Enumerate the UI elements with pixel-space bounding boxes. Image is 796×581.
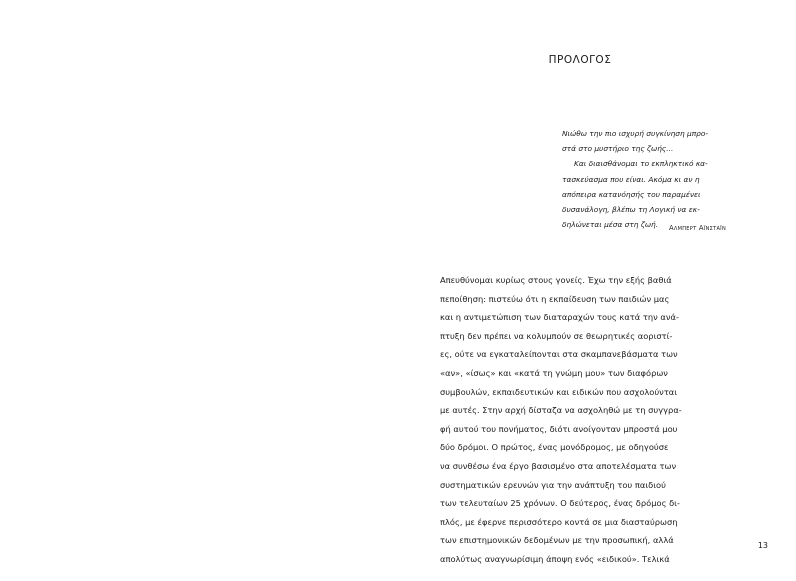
body-line: πτυξη δεν πρέπει να κολυμπούν σε θεωρητικές αοριστί- [440,330,673,341]
body-line: φή αυτού του πονήματος, διότι ανοίγονταν μπροστά μου [440,423,678,434]
chapter-title: ΠΡΟΛΟΓΟΣ [548,54,612,66]
epigraph [562,126,726,232]
body-line: Απευθύνομαι κυρίως στους γονείς. Έχω την εξής βαθιά [440,275,672,285]
body-line: συμβουλών, εκπαιδευτικών και ειδικών που ασχολούνται [440,386,678,397]
body-line: των επιστημονικών δεδομένων με την προσωπική, αλλά [440,535,674,546]
body-line: να συνθέσω ένα έργο βασισμένο στα αποτελέσματα των [440,460,677,471]
epigraph-line: Νιώθω την πιο ισχυρή συγκίνηση μπρο- [562,129,709,138]
epigraph-line: δυσανάλογη, βλέπω τη Λογική να εκ- [562,205,700,215]
body-line: συστηματικών ερευνών για την ανάπτυξη του παιδιού [440,479,666,490]
body-paragraph [440,271,726,569]
epigraph-line: απόπειρα κατανόησής του παραμένει [562,189,701,199]
body-line: με αυτές. Στην αρχή δίσταζα να ασχοληθώ με τη συγγρα- [440,405,682,416]
body-line: απολύτως αναγνωρίσιμη άποψη ενός «ειδικού». Τελικά [440,553,670,564]
epigraph-line: στά στο μυστήριο της ζωής... [562,144,674,154]
page-number: 13 [757,541,768,550]
body-line: των τελευταίων 25 χρόνων. Ο δεύτερος, ένας δρόμος δι- [440,498,680,509]
epigraph-line: Και διαισθάνομαι το εκπληκτικό κα- [574,159,708,169]
epigraph-author: Αλμπερτ Αϊνσταϊν [668,224,726,232]
epigraph-line: τασκεύασμα που είναι. Ακόμα κι αν η [562,174,700,184]
body-line: πλός, με έφερνε περισσότερο κοντά σε μια διασταύρωση [440,516,678,527]
body-line: ες, ούτε να εγκαταλείπονται στα σκαμπανεβάσματα των [440,349,678,360]
body-line: δύο δρόμοι. Ο πρώτος, ένας μονόδρομος, με οδηγούσε [440,442,669,453]
body-line: «αν», «ίσως» και «κατά τη γνώμη μου» των διαφόρων [440,367,668,378]
body-line: πεποίθηση: πιστεύω ότι η εκπαίδευση των παιδιών μας [440,293,670,304]
epigraph-line: δηλώνεται μέσα στη ζωή. [562,220,659,230]
body-line: και η αντιμετώπιση των διαταραχών τους κατά την ανά- [440,312,679,323]
